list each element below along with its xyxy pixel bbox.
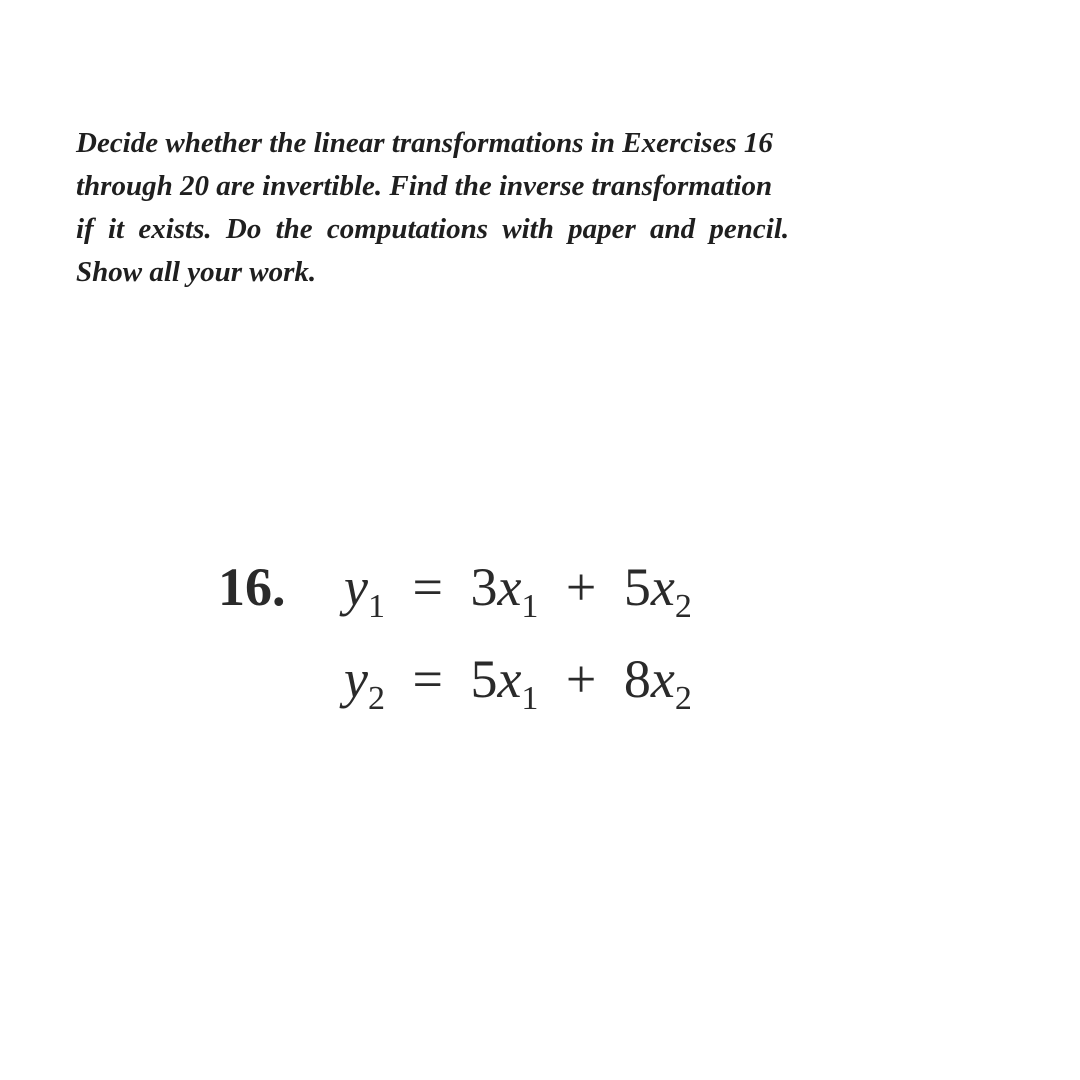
variable: x [650, 649, 675, 709]
coefficient: 5 [623, 557, 651, 617]
subscript: 2 [674, 588, 692, 625]
coefficient: 8 [623, 649, 651, 709]
variable: x [497, 557, 522, 617]
instructions-line: Show all your work. [76, 256, 317, 288]
plus-sign: + [565, 557, 597, 617]
lhs-subscript: 2 [367, 680, 385, 717]
plus-sign: + [565, 649, 597, 709]
instructions-line: Decide whether the linear transformations in Exercises 16 [76, 127, 773, 159]
coefficient: 3 [470, 557, 498, 617]
subscript: 2 [674, 680, 692, 717]
lhs-variable: y [344, 557, 368, 617]
equation-1 [344, 556, 692, 625]
equals-sign: = [412, 649, 443, 709]
equals-sign: = [412, 557, 443, 617]
instructions-line: if it exists. Do the computations with paper and pencil. [76, 213, 790, 245]
lhs-variable: y [344, 649, 368, 709]
equation-2 [344, 648, 692, 717]
lhs-subscript: 1 [367, 588, 385, 625]
instructions-line: through 20 are invertible. Find the inverse transformation [76, 170, 773, 202]
coefficient: 5 [470, 649, 498, 709]
subscript: 1 [521, 588, 539, 625]
subscript: 1 [521, 680, 539, 717]
variable: x [650, 557, 675, 617]
variable: x [497, 649, 522, 709]
exercise-number: 16. [218, 557, 286, 617]
exercise-instructions [76, 122, 956, 294]
